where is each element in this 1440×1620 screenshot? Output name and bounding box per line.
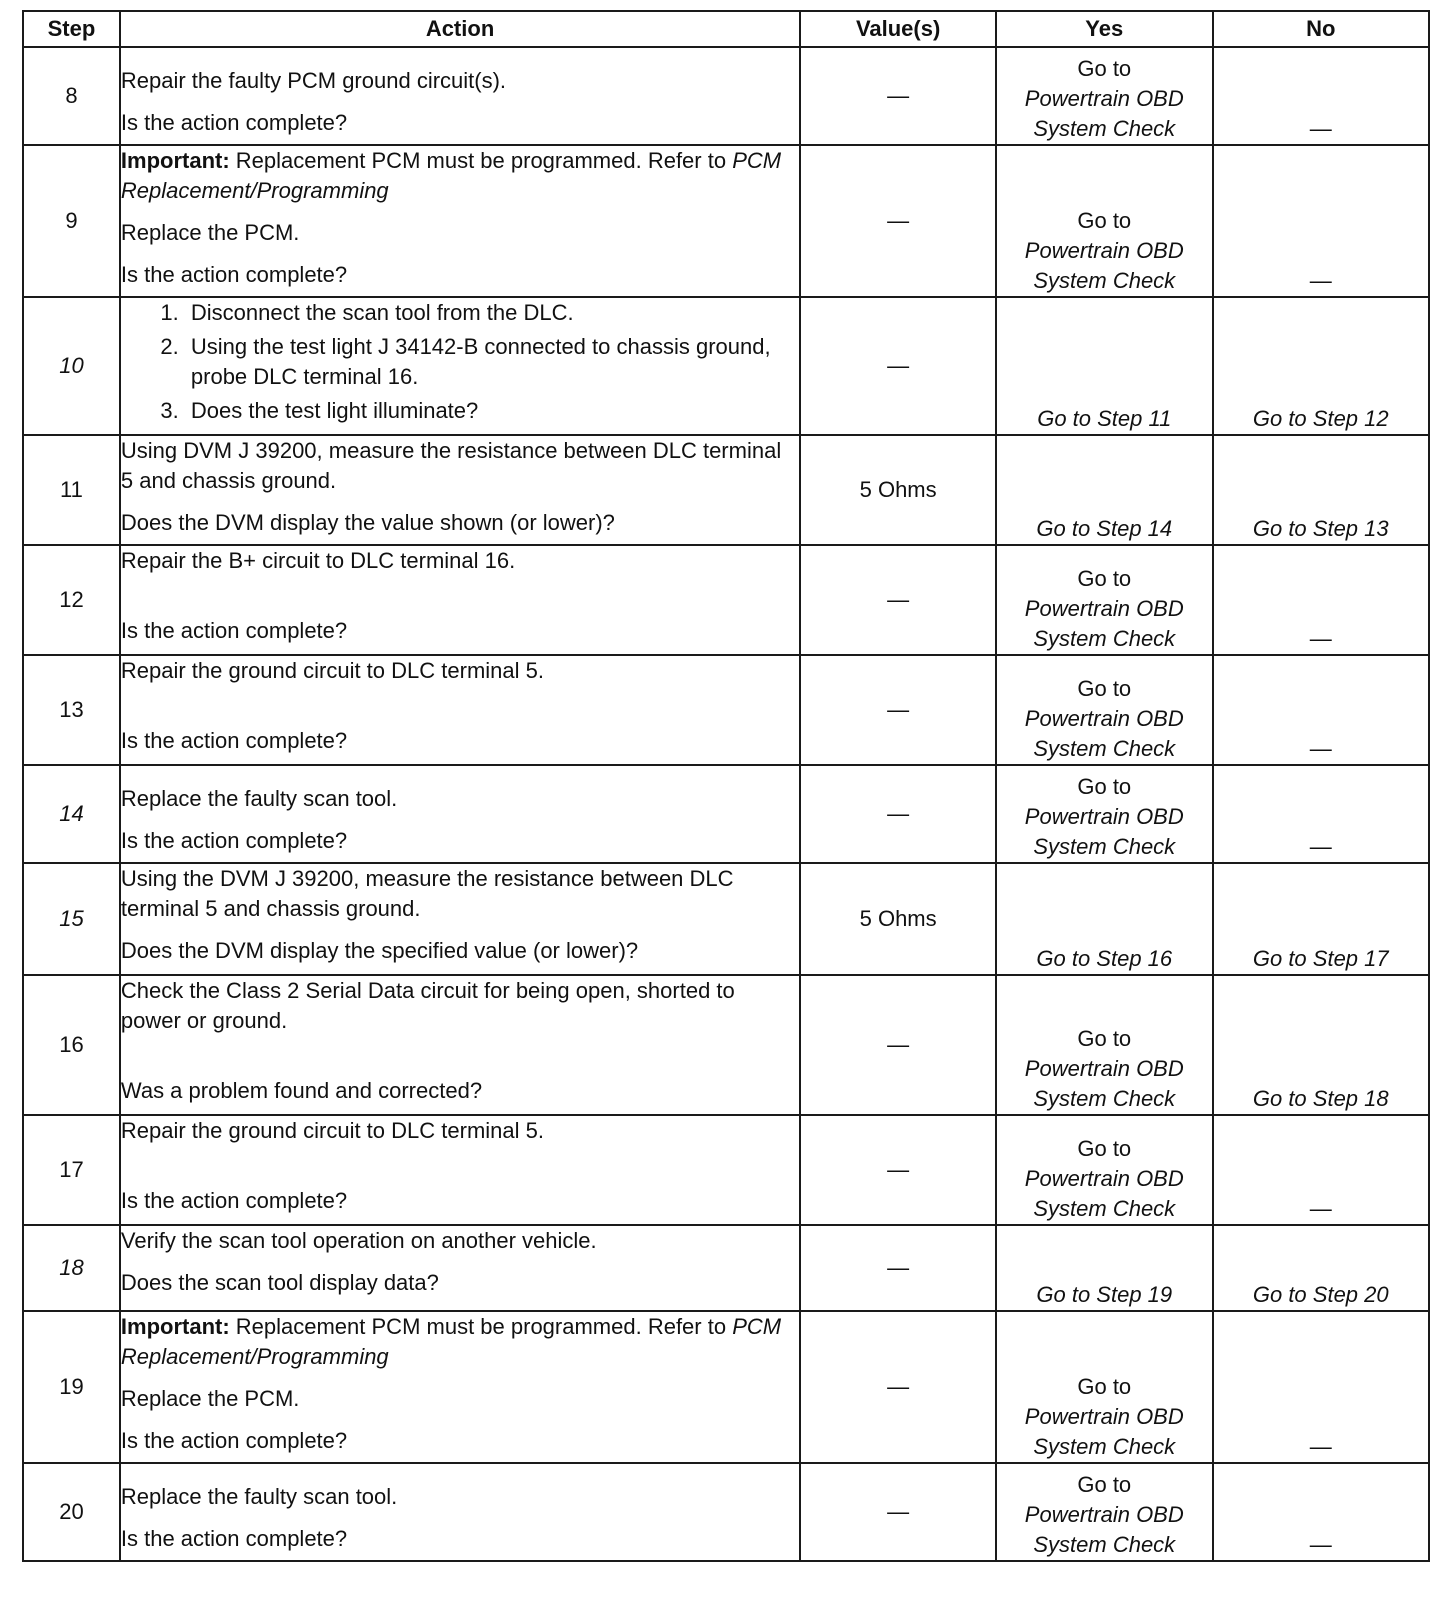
list-item: 3. Does the test light illuminate? [185, 396, 799, 426]
yes-procedure: System Check [1033, 1434, 1176, 1459]
important-label: Important: [120, 148, 230, 173]
yes-procedure: System Check [1033, 834, 1176, 859]
no-cell: — [1213, 545, 1430, 655]
value-cell: 5 Ohms [800, 863, 996, 975]
important-reference: PCM Replacement/Programming [120, 1314, 782, 1369]
yes-goto: Go to [1077, 1472, 1132, 1497]
action-text: Repair the B+ circuit to DLC terminal 16. [120, 548, 516, 573]
no-goto-step: Go to Step 18 [1252, 1086, 1389, 1111]
yes-goto: Go to [1077, 1374, 1132, 1399]
yes-procedure: Powertrain OBD [1024, 1502, 1184, 1527]
value-cell: — [800, 145, 996, 297]
action-cell [120, 545, 800, 655]
header-step: Step [23, 11, 120, 47]
action-question: Is the action complete? [120, 110, 348, 135]
list-item: 2. Using the test light J 34142-B connected to chassis ground, probe DLC terminal 16. [185, 332, 799, 392]
yes-goto: Go to [1077, 566, 1132, 591]
table-row [23, 1225, 1429, 1311]
step-number: 19 [23, 1311, 120, 1463]
value-cell: — [800, 765, 996, 863]
no-cell [1213, 435, 1430, 545]
step-number: 15 [23, 863, 120, 975]
action-text: Repair the ground circuit to DLC terminal 5. [120, 658, 544, 683]
list-item: 1. Disconnect the scan tool from the DLC. [185, 298, 799, 328]
important-text: Replacement PCM must be programmed. Refer to [229, 148, 733, 173]
value-cell: — [800, 47, 996, 145]
action-question: Is the action complete? [120, 1428, 348, 1453]
yes-cell [996, 765, 1212, 863]
yes-procedure: System Check [1033, 1532, 1176, 1557]
value-cell: — [800, 545, 996, 655]
action-question: Does the DVM display the specified value (or lower)? [120, 938, 639, 963]
yes-goto: Go to [1077, 676, 1132, 701]
action-question: Is the action complete? [120, 828, 348, 853]
no-cell: — [1213, 1463, 1430, 1561]
action-cell [120, 1115, 800, 1225]
action-text: Using DVM J 39200, measure the resistance between DLC terminal 5 and chassis ground. [120, 438, 782, 493]
action-question: Is the action complete? [120, 1188, 348, 1213]
yes-procedure: Powertrain OBD [1024, 596, 1184, 621]
value-cell: — [800, 297, 996, 435]
yes-procedure: Powertrain OBD [1024, 706, 1184, 731]
no-cell: — [1213, 655, 1430, 765]
yes-procedure: Powertrain OBD [1024, 1056, 1184, 1081]
action-cell [120, 145, 800, 297]
action-text: Using the DVM J 39200, measure the resistance between DLC terminal 5 and chassis ground. [120, 866, 734, 921]
action-list [121, 298, 799, 426]
step-number: 10 [23, 297, 120, 435]
action-cell [120, 1311, 800, 1463]
no-cell: — [1213, 1311, 1430, 1463]
action-text: Replace the PCM. [120, 220, 300, 245]
yes-cell [996, 975, 1212, 1115]
no-cell: — [1213, 145, 1430, 297]
action-cell [120, 1225, 800, 1311]
yes-goto: Go to [1077, 1136, 1132, 1161]
action-cell [120, 975, 800, 1115]
table-row [23, 545, 1429, 655]
action-cell [120, 765, 800, 863]
action-text: Verify the scan tool operation on another vehicle. [120, 1228, 597, 1253]
yes-goto: Go to [1077, 208, 1132, 233]
action-cell [120, 863, 800, 975]
value-cell: — [800, 1311, 996, 1463]
action-text: Replace the PCM. [120, 1386, 300, 1411]
step-number: 9 [23, 145, 120, 297]
yes-procedure: System Check [1033, 1196, 1176, 1221]
yes-goto: Go to [1077, 56, 1132, 81]
action-question: Does the scan tool display data? [120, 1270, 439, 1295]
step-number: 11 [23, 435, 120, 545]
header-yes: Yes [996, 11, 1212, 47]
yes-cell [996, 145, 1212, 297]
table-row [23, 297, 1429, 435]
no-cell [1213, 297, 1430, 435]
yes-cell [996, 1311, 1212, 1463]
action-cell [120, 47, 800, 145]
yes-cell [996, 297, 1212, 435]
yes-cell [996, 1225, 1212, 1311]
yes-procedure: System Check [1033, 116, 1176, 141]
table-row [23, 655, 1429, 765]
no-cell [1213, 975, 1430, 1115]
table-row [23, 435, 1429, 545]
value-cell: — [800, 975, 996, 1115]
yes-goto-step: Go to Step 19 [1036, 1282, 1173, 1307]
yes-goto: Go to [1077, 774, 1132, 799]
table-row [23, 765, 1429, 863]
step-number: 18 [23, 1225, 120, 1311]
no-cell [1213, 863, 1430, 975]
value-cell: 5 Ohms [800, 435, 996, 545]
yes-cell [996, 545, 1212, 655]
important-note [121, 1312, 799, 1372]
action-question: Is the action complete? [120, 728, 348, 753]
yes-cell [996, 1463, 1212, 1561]
action-cell [120, 435, 800, 545]
no-goto-step: Go to Step 13 [1252, 516, 1389, 541]
step-number: 13 [23, 655, 120, 765]
step-number: 20 [23, 1463, 120, 1561]
value-cell: — [800, 1463, 996, 1561]
header-values: Value(s) [800, 11, 996, 47]
header-no: No [1213, 11, 1430, 47]
yes-cell [996, 1115, 1212, 1225]
no-goto-step: Go to Step 12 [1252, 406, 1389, 431]
action-text: Repair the ground circuit to DLC terminal 5. [120, 1118, 544, 1143]
yes-procedure: System Check [1033, 268, 1176, 293]
action-cell [120, 297, 800, 435]
action-question: Does the DVM display the value shown (or lower)? [120, 510, 615, 535]
step-number: 8 [23, 47, 120, 145]
header-row [23, 11, 1429, 47]
table-row [23, 1311, 1429, 1463]
step-number: 16 [23, 975, 120, 1115]
table-row [23, 975, 1429, 1115]
step-number: 17 [23, 1115, 120, 1225]
step-number: 12 [23, 545, 120, 655]
action-text: Replace the faulty scan tool. [120, 1484, 398, 1509]
important-label: Important: [120, 1314, 230, 1339]
yes-procedure: System Check [1033, 626, 1176, 651]
action-question: Is the action complete? [120, 262, 348, 287]
action-cell [120, 1463, 800, 1561]
table-row [23, 145, 1429, 297]
yes-cell [996, 47, 1212, 145]
yes-procedure: Powertrain OBD [1024, 1404, 1184, 1429]
table-row [23, 47, 1429, 145]
step-number: 14 [23, 765, 120, 863]
yes-procedure: System Check [1033, 736, 1176, 761]
table-row [23, 1115, 1429, 1225]
action-text: Replace the faulty scan tool. [120, 786, 398, 811]
important-text: Replacement PCM must be programmed. Refer to [229, 1314, 733, 1339]
yes-goto-step: Go to Step 14 [1036, 516, 1173, 541]
no-cell: — [1213, 765, 1430, 863]
important-reference: PCM Replacement/Programming [120, 148, 782, 203]
yes-procedure: Powertrain OBD [1024, 238, 1184, 263]
no-cell: — [1213, 1115, 1430, 1225]
value-cell: — [800, 1115, 996, 1225]
action-text: Check the Class 2 Serial Data circuit for being open, shorted to power or ground. [120, 978, 735, 1033]
yes-goto-step: Go to Step 16 [1036, 946, 1173, 971]
action-question: Was a problem found and corrected? [120, 1078, 483, 1103]
yes-goto: Go to [1077, 1026, 1132, 1051]
action-question: Is the action complete? [120, 1526, 348, 1551]
header-action: Action [120, 11, 800, 47]
action-question: Is the action complete? [120, 618, 348, 643]
yes-goto-step: Go to Step 11 [1037, 406, 1172, 431]
no-cell: — [1213, 47, 1430, 145]
yes-procedure: Powertrain OBD [1024, 1166, 1184, 1191]
table-row [23, 863, 1429, 975]
action-text: Repair the faulty PCM ground circuit(s). [120, 68, 507, 93]
value-cell: — [800, 1225, 996, 1311]
no-goto-step: Go to Step 20 [1252, 1282, 1389, 1307]
yes-procedure: System Check [1033, 1086, 1176, 1111]
yes-procedure: Powertrain OBD [1024, 86, 1184, 111]
table-row [23, 1463, 1429, 1561]
yes-cell [996, 863, 1212, 975]
no-goto-step: Go to Step 17 [1252, 946, 1389, 971]
yes-cell [996, 655, 1212, 765]
important-note [121, 146, 799, 206]
action-cell [120, 655, 800, 765]
yes-procedure: Powertrain OBD [1024, 804, 1184, 829]
value-cell: — [800, 655, 996, 765]
no-cell [1213, 1225, 1430, 1311]
diagnostic-table [22, 10, 1430, 1562]
yes-cell [996, 435, 1212, 545]
